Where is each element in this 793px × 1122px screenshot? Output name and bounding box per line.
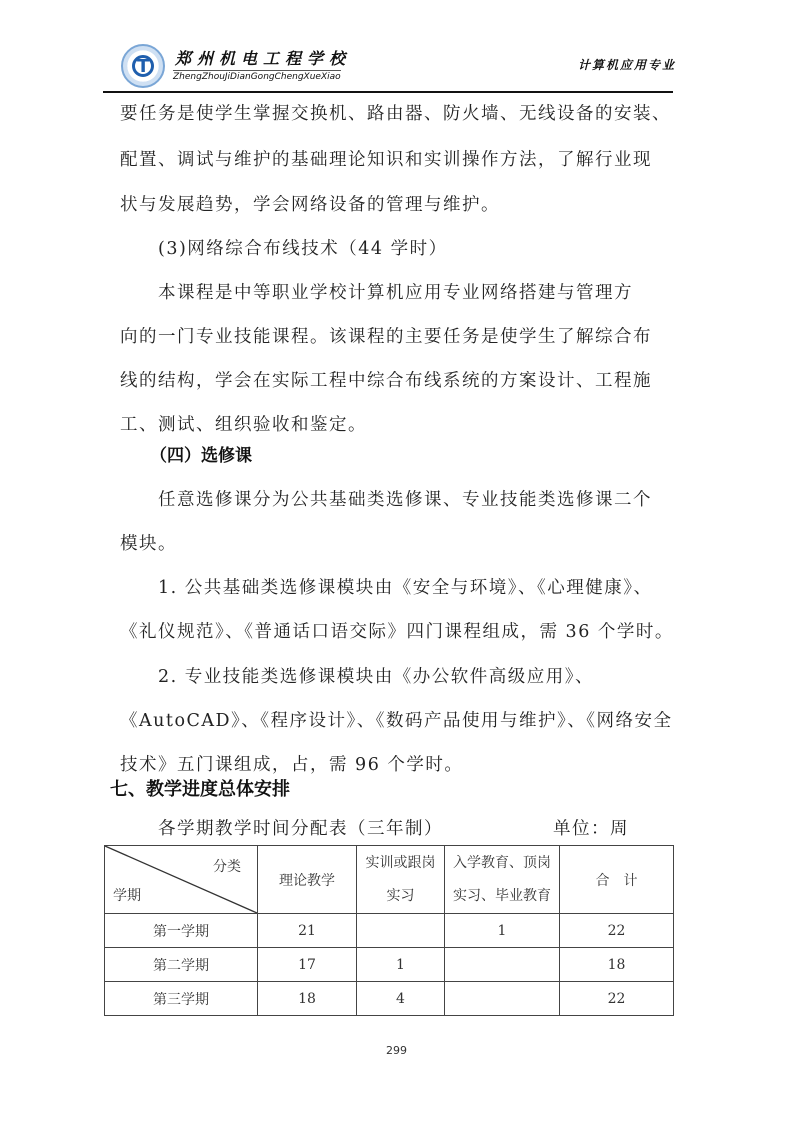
school-name-cn: 郑州机电工程学校 <box>175 49 352 68</box>
paragraph-line: 状与发展趋势，学会网络设备的管理与维护。 <box>120 195 500 215</box>
paragraph-line: 配置、调试与维护的基础理论知识和实训操作方法，了解行业现 <box>120 150 652 170</box>
paragraph-line: 线的结构，学会在实际工程中综合布线系统的方案设计、工程施 <box>120 371 652 391</box>
corner-category-label: 分类 <box>213 859 241 875</box>
table-row <box>105 948 674 982</box>
table-header-cell: 合 计 <box>560 846 674 914</box>
header-divider <box>103 91 673 93</box>
term-cell: 第三学期 <box>105 982 258 1016</box>
table-header-cell: 入学教育、顶岗 实习、毕业教育 <box>445 846 560 914</box>
school-emblem-icon: T <box>121 44 165 88</box>
corner-term-label: 学期 <box>113 888 141 904</box>
school-name-en: ZhengZhouJiDianGongChengXueXiao <box>173 72 341 82</box>
paragraph-line: 要任务是使学生掌握交换机、路由器、防火墙、无线设备的安装、 <box>120 104 671 124</box>
schedule-table <box>104 845 674 1016</box>
other-cell <box>445 982 560 1016</box>
practice-cell: 4 <box>357 982 445 1016</box>
paragraph-line: 本课程是中等职业学校计算机应用专业网络搭建与管理方 <box>158 283 633 303</box>
table-caption: 各学期教学时间分配表（三年制） <box>158 819 443 839</box>
theory-cell: 17 <box>258 948 357 982</box>
list-item-line: 《AutoCAD》、《程序设计》、《数码产品使用与维护》、《网络安全 <box>120 711 673 731</box>
course-title: (3)网络综合布线技术（44 学时） <box>158 239 448 259</box>
theory-cell: 18 <box>258 982 357 1016</box>
other-cell <box>445 948 560 982</box>
paragraph-line: 模块。 <box>120 534 177 554</box>
term-cell: 第二学期 <box>105 948 258 982</box>
table-row <box>105 982 674 1016</box>
table-corner-cell <box>105 846 258 914</box>
list-item-line: 技术》五门课组成，占，需 96 个学时。 <box>120 755 464 775</box>
table-row <box>105 914 674 948</box>
table-header-row <box>105 846 674 914</box>
theory-cell: 21 <box>258 914 357 948</box>
paragraph-line: 向的一门专业技能课程。该课程的主要任务是使学生了解综合布 <box>120 327 652 347</box>
page-header <box>103 40 690 90</box>
list-item-line: 《礼仪规范》、《普通话口语交际》四门课程组成，需 36 个学时。 <box>120 622 674 642</box>
other-cell: 1 <box>445 914 560 948</box>
list-item-line: 1. 公共基础类选修课模块由《安全与环境》、《心理健康》、 <box>158 578 653 598</box>
section-heading: 七、教学进度总体安排 <box>110 779 290 800</box>
table-unit: 单位：周 <box>553 819 629 839</box>
list-item-line: 2. 专业技能类选修课模块由《办公软件高级应用》、 <box>158 667 595 687</box>
practice-cell: 1 <box>357 948 445 982</box>
term-cell: 第一学期 <box>105 914 258 948</box>
paragraph-line: 任意选修课分为公共基础类选修课、专业技能类选修课二个 <box>158 490 652 510</box>
total-cell: 22 <box>560 914 674 948</box>
practice-cell <box>357 914 445 948</box>
total-cell: 22 <box>560 982 674 1016</box>
elective-heading: （四）选修课 <box>150 446 252 466</box>
total-cell: 18 <box>560 948 674 982</box>
paragraph-line: 工、测试、组织验收和鉴定。 <box>120 415 367 435</box>
table-header-cell: 理论教学 <box>258 846 357 914</box>
table-header-cell: 实训或跟岗 实习 <box>357 846 445 914</box>
major-label: 计算机应用专业 <box>577 58 676 72</box>
page-number: 299 <box>386 1044 407 1057</box>
